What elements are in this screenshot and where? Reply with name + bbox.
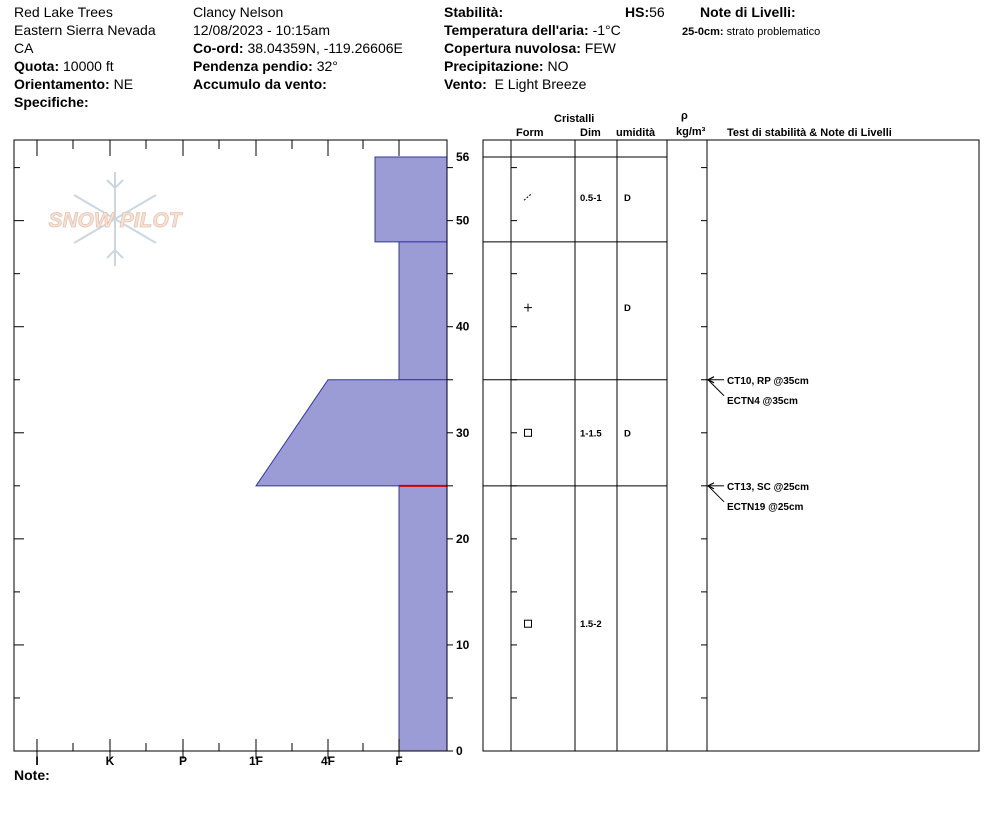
elevation-label: Quota: bbox=[14, 58, 60, 74]
form-header: Form bbox=[516, 127, 544, 139]
notes-label: Note: bbox=[14, 767, 50, 783]
depth-tick-label: 30 bbox=[456, 425, 470, 440]
hs-value: 56 bbox=[649, 4, 665, 20]
hardness-tick-label: P bbox=[178, 754, 188, 768]
hardness-tick-label: K bbox=[105, 754, 115, 768]
hardness-tick-label: F bbox=[395, 754, 403, 768]
stability-label: Stabilità: bbox=[444, 4, 504, 20]
datetime: 12/08/2023 - 10:15am bbox=[193, 22, 330, 38]
cloud-label: Copertura nuvolosa: bbox=[444, 40, 581, 56]
stability-test-label: ECTN4 @35cm bbox=[727, 395, 798, 407]
hardness-layer bbox=[399, 486, 447, 751]
depth-tick-label: 40 bbox=[456, 319, 470, 334]
stability-test-label: CT10, RP @35cm bbox=[727, 375, 809, 387]
precip-value: NO bbox=[547, 58, 569, 74]
crystal-form-symbol bbox=[525, 620, 532, 627]
coords-label: Co-ord: bbox=[193, 40, 244, 56]
coords-value: 38.04359N, -119.26606E bbox=[247, 40, 403, 56]
depth-tick-label: 0 bbox=[456, 744, 463, 758]
moisture-value: D bbox=[624, 428, 631, 440]
crystal-size: 1.5-2 bbox=[580, 619, 602, 631]
tests-header: Test di stabilità & Note di Livelli bbox=[727, 127, 892, 139]
air-temp-value: -1°C bbox=[592, 22, 621, 38]
crystal-form-symbol bbox=[525, 429, 532, 436]
dim-header: Dim bbox=[580, 127, 601, 139]
state: CA bbox=[14, 40, 34, 56]
test-arrow bbox=[708, 380, 724, 396]
moisture-value: D bbox=[624, 303, 631, 315]
air-temp-label: Temperatura dell'aria: bbox=[444, 22, 589, 38]
mountain-range: Eastern Sierra Nevada bbox=[14, 22, 156, 38]
density-unit-header: kg/m³ bbox=[676, 126, 706, 138]
table-frame bbox=[483, 140, 979, 751]
elevation-value: 10000 ft bbox=[63, 58, 114, 74]
crystal-size: 0.5-1 bbox=[580, 192, 602, 204]
slope-label: Pendenza pendio: bbox=[193, 58, 313, 74]
depth-tick-label: 50 bbox=[456, 213, 470, 228]
crystal-form-symbol bbox=[524, 193, 532, 200]
hardness-tick-label: I bbox=[35, 754, 39, 768]
moisture-header: umidità bbox=[616, 127, 656, 139]
hardness-plot bbox=[256, 157, 447, 751]
wind-label: Vento: bbox=[444, 76, 487, 92]
hs-label: HS: bbox=[625, 4, 650, 20]
layer-note-text: strato problematico bbox=[726, 26, 821, 38]
test-arrow bbox=[708, 486, 724, 502]
aspect-label: Orientamento: bbox=[14, 76, 110, 92]
crystals-header: Cristalli bbox=[554, 113, 595, 125]
hardness-layer bbox=[375, 157, 447, 242]
stability-test-label: CT13, SC @25cm bbox=[727, 481, 810, 493]
wind-loading-label: Accumulo da vento: bbox=[193, 76, 327, 92]
depth-tick-label: 20 bbox=[456, 531, 470, 546]
logo-text: SNOW PILOT bbox=[48, 209, 182, 232]
wind-value: E Light Breeze bbox=[494, 76, 587, 92]
crystal-size: 1-1.5 bbox=[580, 428, 602, 440]
specifics-label: Specifiche: bbox=[14, 94, 89, 110]
snowpilot-logo bbox=[49, 172, 184, 266]
cloud-value: FEW bbox=[584, 40, 616, 56]
layer-note-depth: 25-0cm: bbox=[682, 26, 724, 38]
precip-label: Precipitazione: bbox=[444, 58, 544, 74]
depth-tick-label: 56 bbox=[456, 150, 470, 164]
layer-notes-label: Note di Livelli: bbox=[700, 4, 796, 20]
moisture-value: D bbox=[624, 192, 631, 204]
aspect-value: NE bbox=[113, 76, 134, 92]
slope-value: 32° bbox=[316, 58, 338, 74]
layer-table bbox=[483, 140, 979, 751]
stability-test-label: ECTN19 @25cm bbox=[727, 501, 804, 513]
hardness-tick-label: 4F bbox=[320, 754, 336, 768]
rho-header: ρ bbox=[681, 110, 688, 122]
depth-tick-label: 10 bbox=[456, 637, 470, 652]
hardness-tick-label: 1F bbox=[248, 754, 264, 768]
location-name: Red Lake Trees bbox=[14, 4, 113, 20]
hardness-layer bbox=[399, 242, 447, 380]
hardness-layer bbox=[256, 380, 447, 486]
observer: Clancy Nelson bbox=[193, 4, 284, 20]
